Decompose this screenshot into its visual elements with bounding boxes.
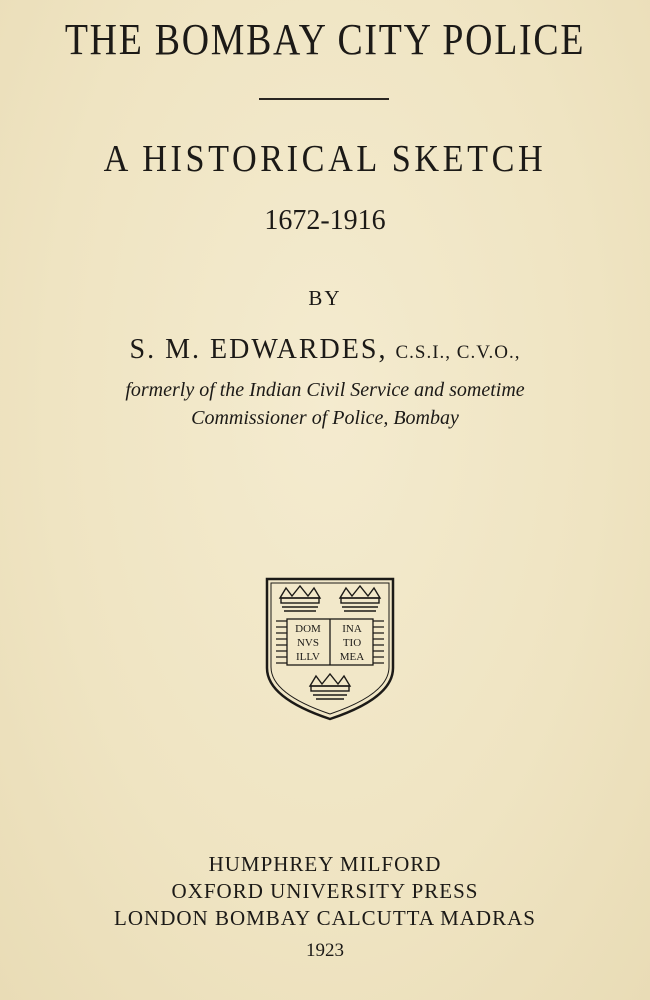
date-range: 1672-1916 [264,205,386,236]
motto-text: NVS [296,637,320,649]
author-honors: C.S.I., C.V.O., [395,342,521,363]
motto-text: DOM [295,623,321,635]
publisher-cities: LONDON BOMBAY CALCUTTA MADRAS [114,906,536,930]
motto-text: INA [342,623,362,635]
publication-year: 1923 [306,940,344,961]
oxford-crest-icon [264,576,396,722]
author-line [0,333,650,370]
book-subtitle: A HISTORICAL SKETCH [103,138,547,180]
motto-text: ILLV [295,651,321,663]
open-book-icon [276,619,384,665]
author-description-line-2: Commissioner of Police, Bombay [191,407,459,429]
author-name: S. M. EDWARDES, [129,334,388,365]
book-title: THE BOMBAY CITY POLICE [64,15,586,64]
crown-icon [340,586,380,611]
crown-icon [310,674,350,699]
author-description-line-1: formerly of the Indian Civil Service and sometime [125,379,525,401]
motto-text: TIO [342,637,362,649]
publisher-name: HUMPHREY MILFORD [208,852,442,876]
by-line: BY [308,286,342,310]
motto-text: MEA [339,651,365,663]
title-rule [259,98,389,100]
publisher-press: OXFORD UNIVERSITY PRESS [171,879,479,903]
crown-icon [280,586,320,611]
